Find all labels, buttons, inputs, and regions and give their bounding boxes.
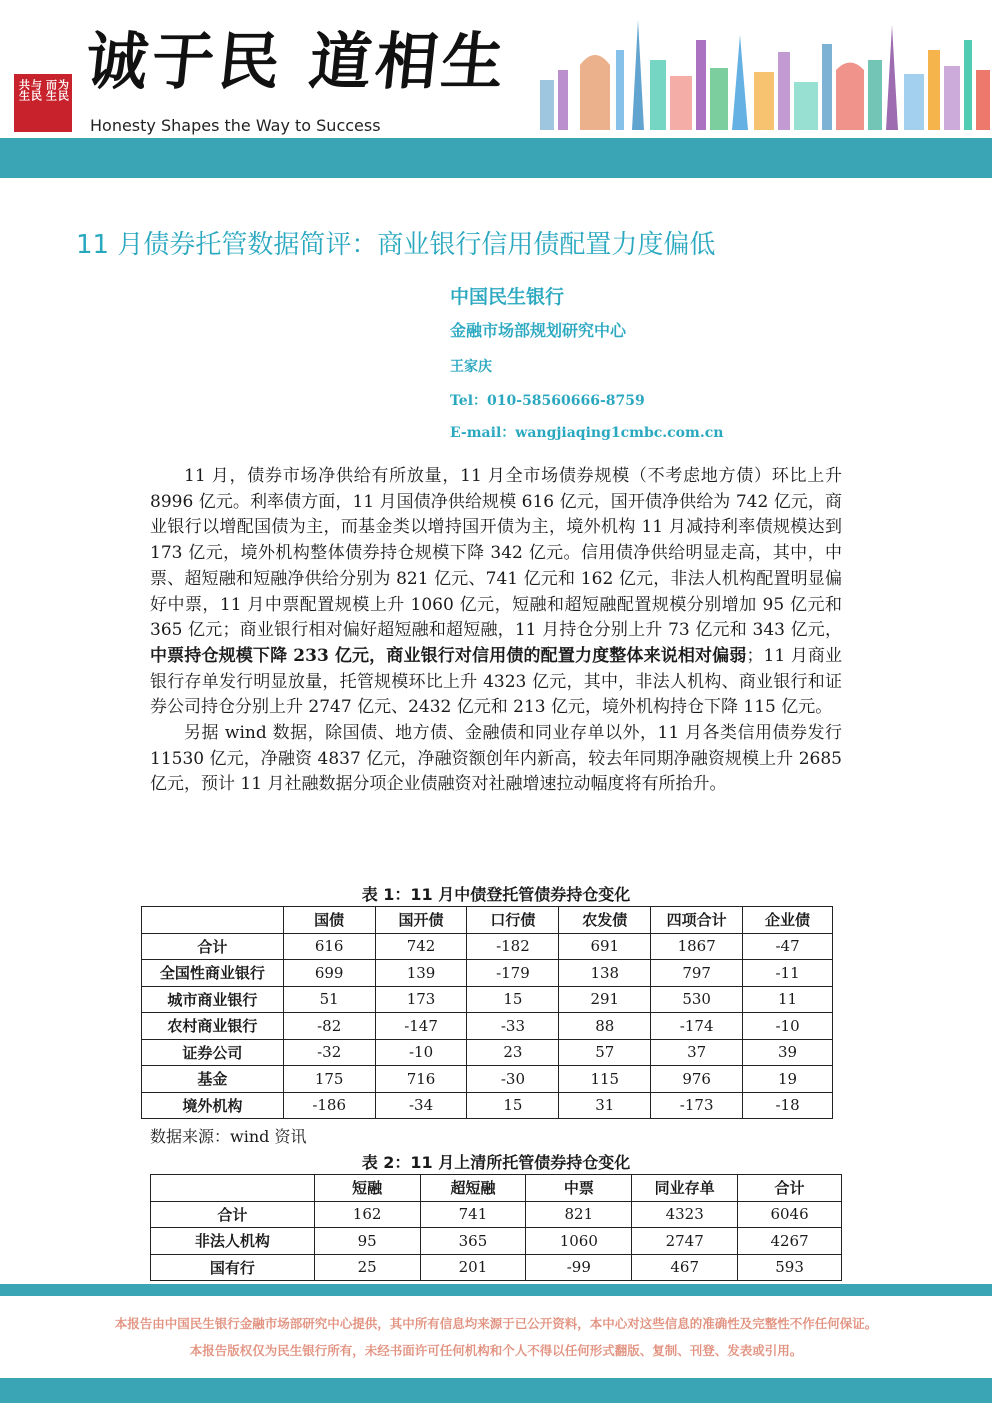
row-label: 合计	[151, 1201, 315, 1228]
table-cell: 365	[420, 1228, 526, 1255]
brand-seal-logo	[14, 74, 72, 132]
footer-disclaimer-line2: 本报告版权仅为民生银行所有，未经书面许可任何机构和个人不得以任何形式翻版、复制、刊登、发表或引用。	[189, 1343, 803, 1358]
table1	[141, 906, 833, 1119]
paragraph-1-tail: ；11 月商业银行存单发行明显放量，托管规模环比上升 4323 亿元，其中，非法人机构、商业银行和证券公司持仓分别上升 2747 亿元、2432 亿元和 213 亿元，境外机构持仓下降 115 亿元。	[150, 645, 842, 718]
footer-disclaimer	[0, 1310, 992, 1364]
table-cell: -174	[651, 1013, 743, 1040]
row-label: 基金	[142, 1066, 284, 1093]
row-label: 境外机构	[142, 1092, 284, 1119]
report-title: 11 月债券托管数据简评：商业银行信用债配置力度偏低	[76, 230, 716, 260]
table-row	[142, 960, 833, 987]
footer-disclaimer-line1: 本报告由中国民生银行金融市场部研究中心提供，其中所有信息均来源于已公开资料，本中心对这些信息的准确性及完整性不作任何保证。	[114, 1316, 878, 1331]
table-cell: 175	[283, 1066, 375, 1093]
table-row	[142, 1066, 833, 1093]
table-cell: 11	[743, 986, 833, 1013]
row-label: 农村商业银行	[142, 1013, 284, 1040]
seal-text-right: 为民而生	[44, 78, 70, 101]
table-cell: -47	[743, 933, 833, 960]
table1-header-cell: 国债	[283, 907, 375, 934]
table-cell: -18	[743, 1092, 833, 1119]
table1-header-cell: 国开债	[375, 907, 467, 934]
table-cell: -10	[743, 1013, 833, 1040]
slogan-chinese: 诚于民 道相生	[82, 25, 512, 98]
table2-header-cell: 合计	[738, 1175, 842, 1202]
row-label: 国有行	[151, 1254, 315, 1281]
paragraph-1-text: 11 月，债券市场净供给有所放量，11 月全市场债券规模（不考虑地方债）环比上升 8996 亿元。利率债方面，11 月国债净供给规模 616 亿元，国开债净供给为 742 亿元，商业银行以增配国债为主，而基金类以增持国开债为主，境外机构 11 月减持利率债规模达到 173 亿元，境外机构整体债券持仓规模下降 342 亿元。信用债净供给明显走高，其中，中票、超短融和短融净供给分别为 821 亿元、741 亿元和 162 亿元，非法人机构配置明显偏好中票，11 月中票配置规模上升 1060 亿元，短融和超短融配置规模分别增加 95 亿元和 365 亿元；商业银行相对偏好超短融和超短融，11 月持仓分别上升 73 亿元和 343 亿元，	[150, 466, 842, 641]
table1-caption: 表 1：11 月中债登托管债券持仓变化	[361, 885, 631, 904]
table2-caption: 表 2：11 月上清所托管债券持仓变化	[361, 1153, 631, 1172]
table1-header-cell: 企业债	[743, 907, 833, 934]
table-cell: -147	[375, 1013, 467, 1040]
table-cell: -182	[467, 933, 559, 960]
table-cell: 37	[651, 1039, 743, 1066]
table1-header-cell: 四项合计	[651, 907, 743, 934]
table-row	[142, 1013, 833, 1040]
table-cell: 741	[420, 1201, 526, 1228]
table-cell: 25	[314, 1254, 420, 1281]
table-cell: 1060	[526, 1228, 632, 1255]
row-label: 全国性商业银行	[142, 960, 284, 987]
report-header	[0, 0, 992, 178]
table-cell: 23	[467, 1039, 559, 1066]
report-body	[150, 464, 842, 798]
paragraph-2: 另据 wind 数据，除国债、地方债、金融债和同业存单以外，11 月各类信用债券发行 11530 亿元，净融资 4837 亿元，净融资额创年内新高，较去年同期净融资规模上升 2685 亿元，预计 11 月社融数据分项企业债融资对社融增速拉动幅度将有所抬升。	[150, 723, 842, 795]
table-cell: 138	[559, 960, 651, 987]
header-teal-band	[0, 138, 992, 178]
table-cell: 6046	[738, 1201, 842, 1228]
row-label: 非法人机构	[151, 1228, 315, 1255]
table-cell: 530	[651, 986, 743, 1013]
table-cell: -11	[743, 960, 833, 987]
table-cell: 51	[283, 986, 375, 1013]
table-cell: -186	[283, 1092, 375, 1119]
table-cell: -99	[526, 1254, 632, 1281]
table2-header-row	[151, 1175, 842, 1202]
table-cell: 2747	[632, 1228, 738, 1255]
city-skyline-illustration	[520, 10, 992, 130]
table2-header-cell: 超短融	[420, 1175, 526, 1202]
table-cell: 31	[559, 1092, 651, 1119]
table-cell: -30	[467, 1066, 559, 1093]
table-cell: 616	[283, 933, 375, 960]
row-label: 合计	[142, 933, 284, 960]
table-cell: 115	[559, 1066, 651, 1093]
table-cell: -34	[375, 1092, 467, 1119]
author-bank: 中国民生银行	[450, 286, 565, 308]
table-cell: 821	[526, 1201, 632, 1228]
table2-header-cell: 同业存单	[632, 1175, 738, 1202]
row-label: 证券公司	[142, 1039, 284, 1066]
table-row	[142, 986, 833, 1013]
table-cell: -32	[283, 1039, 375, 1066]
table-cell: 201	[420, 1254, 526, 1281]
table-row	[142, 1092, 833, 1119]
table-cell: 699	[283, 960, 375, 987]
author-phone: Tel：010-58560666-8759	[450, 393, 645, 409]
table-cell: -33	[467, 1013, 559, 1040]
table2	[150, 1174, 842, 1281]
seal-text-left: 与民共生	[17, 78, 43, 101]
table-cell: -10	[375, 1039, 467, 1066]
table-row	[151, 1201, 842, 1228]
table-cell: 173	[375, 986, 467, 1013]
table-cell: -173	[651, 1092, 743, 1119]
slogan-english: Honesty Shapes the Way to Success	[90, 116, 381, 135]
paragraph-1	[150, 464, 842, 721]
table-cell: 15	[467, 1092, 559, 1119]
row-label: 城市商业银行	[142, 986, 284, 1013]
table2-header-cell: 中票	[526, 1175, 632, 1202]
table2-header-cell: 短融	[314, 1175, 420, 1202]
table-cell: 19	[743, 1066, 833, 1093]
table-cell: 15	[467, 986, 559, 1013]
table-cell: 691	[559, 933, 651, 960]
table-cell: 742	[375, 933, 467, 960]
data-source-note: 数据来源：wind 资讯	[150, 1127, 307, 1146]
table-cell: 95	[314, 1228, 420, 1255]
footer-bottom-band	[0, 1378, 992, 1403]
table-row	[142, 933, 833, 960]
author-name: 王家庆	[450, 359, 492, 375]
table1-header-row	[142, 907, 833, 934]
table-cell: 4323	[632, 1201, 738, 1228]
author-email[interactable]: E-mail：wangjiaqing1cmbc.com.cn	[450, 425, 724, 441]
author-department: 金融市场部规划研究中心	[450, 321, 627, 340]
table-cell: 976	[651, 1066, 743, 1093]
footer-teal-band	[0, 1284, 992, 1296]
table-cell: 139	[375, 960, 467, 987]
table-cell: 4267	[738, 1228, 842, 1255]
table-row	[151, 1228, 842, 1255]
table-cell: -179	[467, 960, 559, 987]
table1-header-cell	[142, 907, 284, 934]
table-cell: 88	[559, 1013, 651, 1040]
table1-header-cell: 农发债	[559, 907, 651, 934]
table2-header-cell	[151, 1175, 315, 1202]
table-cell: 593	[738, 1254, 842, 1281]
table-cell: 162	[314, 1201, 420, 1228]
table-cell: 467	[632, 1254, 738, 1281]
table-cell: 797	[651, 960, 743, 987]
table-cell: 1867	[651, 933, 743, 960]
table-cell: 57	[559, 1039, 651, 1066]
table-cell: 291	[559, 986, 651, 1013]
table-row	[151, 1254, 842, 1281]
table1-header-cell: 口行债	[467, 907, 559, 934]
table-cell: 39	[743, 1039, 833, 1066]
table-cell: 716	[375, 1066, 467, 1093]
table-row	[142, 1039, 833, 1066]
paragraph-1-bold: 中票持仓规模下降 233 亿元，商业银行对信用债的配置力度整体来说相对偏弱	[150, 645, 747, 666]
table-cell: -82	[283, 1013, 375, 1040]
author-block	[450, 282, 723, 450]
